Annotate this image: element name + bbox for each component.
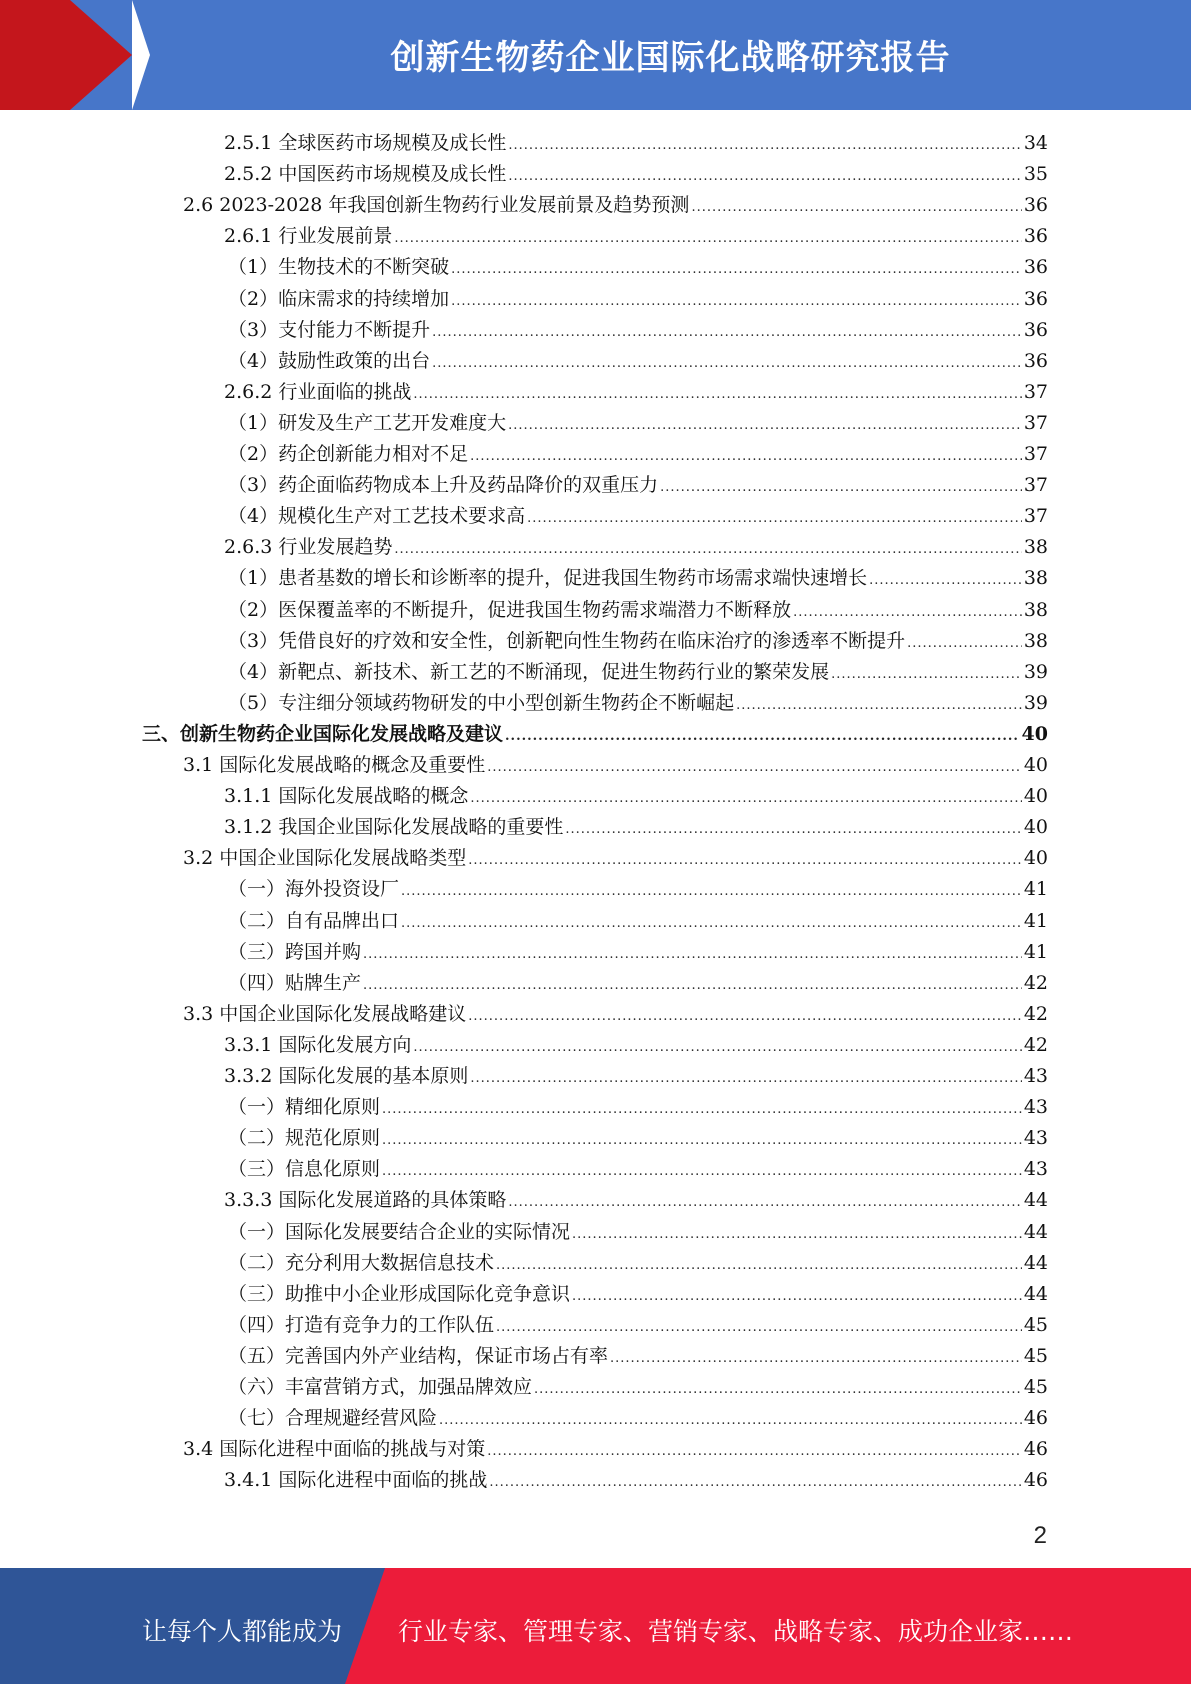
- toc-row[interactable]: [228, 346, 1048, 377]
- toc-entry-page: 38: [1023, 598, 1048, 621]
- toc-leader-dots: [382, 1125, 1022, 1156]
- toc-row[interactable]: [228, 626, 1048, 657]
- toc-leader-dots: [487, 752, 1022, 783]
- toc-row[interactable]: [224, 377, 1048, 408]
- toc-entry-label: （1）患者基数的增长和诊断率的提升，促进我国生物药市场需求端快速增长: [228, 567, 868, 590]
- toc-leader-dots: [572, 1219, 1022, 1250]
- toc-entry-label: 3.4 国际化进程中面临的挑战与对策: [183, 1438, 486, 1461]
- toc-entry-label: （六）丰富营销方式，加强品牌效应: [228, 1376, 533, 1398]
- toc-entry-label: 2.6.1 行业发展前景: [224, 225, 393, 248]
- toc-entry-page: 37: [1023, 411, 1048, 434]
- toc-entry-page: 38: [1023, 536, 1048, 559]
- toc-leader-dots: [508, 410, 1022, 441]
- toc-entry-label: （三）跨国并购: [228, 940, 362, 963]
- toc-row[interactable]: [224, 128, 1048, 159]
- toc-row[interactable]: [228, 657, 1048, 688]
- toc-entry-page: 44: [1023, 1251, 1048, 1274]
- toc-entry-label: （2）药企创新能力相对不足: [228, 443, 469, 465]
- toc-entry-label: 3.3.2 国际化发展的基本原则: [224, 1065, 469, 1087]
- toc-entry-label: 三、创新生物药企业国际化发展战略及建议: [142, 722, 504, 745]
- toc-leader-dots: [508, 1187, 1021, 1218]
- footer-slogan-left: 让每个人都能成为: [142, 1617, 343, 1646]
- toc-entry-page: 46: [1023, 1407, 1048, 1430]
- toc-row[interactable]: [224, 1030, 1048, 1061]
- toc-entry-page: 46: [1023, 1469, 1048, 1492]
- toc-entry-label: （4）鼓励性政策的出台: [228, 349, 431, 372]
- toc-leader-dots: [831, 659, 1022, 690]
- toc-row[interactable]: [228, 1372, 1048, 1403]
- toc-row[interactable]: [183, 750, 1048, 781]
- toc-row[interactable]: [224, 812, 1048, 843]
- toc-row[interactable]: [228, 968, 1048, 999]
- toc-row[interactable]: [228, 563, 1048, 594]
- toc-entry-page: 41: [1023, 878, 1048, 901]
- toc-row[interactable]: [183, 843, 1048, 874]
- toc-entry-page: 44: [1023, 1282, 1048, 1305]
- toc-row[interactable]: [228, 1092, 1048, 1123]
- page-footer: [0, 1568, 1191, 1684]
- toc-leader-dots: [534, 1374, 1022, 1405]
- toc-entry-label: （二）充分利用大数据信息技术: [228, 1251, 495, 1274]
- toc-row[interactable]: [228, 284, 1048, 315]
- toc-row[interactable]: [228, 906, 1048, 937]
- toc-entry-page: 42: [1023, 971, 1048, 994]
- toc-row[interactable]: [183, 999, 1048, 1030]
- toc-row[interactable]: [228, 1341, 1048, 1372]
- toc-row[interactable]: [224, 1465, 1048, 1496]
- toc-entry-page: 39: [1023, 691, 1048, 714]
- toc-row[interactable]: [224, 1185, 1048, 1216]
- toc-row[interactable]: [228, 1279, 1048, 1310]
- toc-row[interactable]: [224, 532, 1048, 563]
- toc-entry-page: 36: [1023, 256, 1048, 279]
- toc-leader-dots: [468, 845, 1022, 876]
- toc-row[interactable]: [228, 470, 1048, 501]
- toc-entry-page: 36: [1023, 318, 1048, 341]
- toc-row[interactable]: [228, 1248, 1048, 1279]
- toc-row[interactable]: [183, 190, 1048, 221]
- toc-leader-dots: [527, 503, 1022, 534]
- toc-leader-dots: [660, 472, 1022, 503]
- toc-entry-label: （3）药企面临药物成本上升及药品降价的双重压力: [228, 474, 659, 497]
- toc-entry-page: 37: [1023, 443, 1048, 465]
- toc-entry-page: 43: [1023, 1065, 1048, 1087]
- toc-leader-dots: [508, 161, 1021, 192]
- toc-entry-label: 2.6.2 行业面临的挑战: [224, 380, 412, 403]
- toc-entry-page: 45: [1023, 1344, 1048, 1367]
- toc-leader-dots: [565, 814, 1021, 845]
- toc-entry-page: 43: [1023, 1127, 1048, 1150]
- toc-leader-dots: [382, 1156, 1022, 1187]
- toc-entry-page: 36: [1023, 349, 1048, 372]
- toc-leader-dots: [413, 1032, 1021, 1063]
- toc-leader-dots: [363, 970, 1022, 1001]
- toc-leader-dots: [394, 534, 1021, 565]
- toc-entry-page: 38: [1023, 567, 1048, 590]
- toc-row[interactable]: [224, 781, 1048, 812]
- toc-leader-dots: [869, 565, 1022, 596]
- toc-entry-page: 45: [1023, 1313, 1048, 1336]
- toc-entry-label: （1）研发及生产工艺开发难度大: [228, 411, 507, 434]
- toc-entry-page: 40: [1023, 847, 1048, 870]
- toc-leader-dots: [432, 317, 1022, 348]
- toc-leader-dots: [394, 223, 1021, 254]
- toc-entry-label: （二）规范化原则: [228, 1127, 381, 1150]
- toc-row[interactable]: [228, 501, 1048, 532]
- page-header: [0, 0, 1191, 110]
- toc-leader-dots: [505, 721, 1020, 752]
- toc-leader-dots: [470, 1063, 1021, 1094]
- toc-row[interactable]: [228, 439, 1048, 470]
- toc-entry-page: 34: [1023, 132, 1048, 154]
- toc-entry-label: （四）打造有竞争力的工作队伍: [228, 1313, 495, 1336]
- toc-row[interactable]: [228, 1403, 1048, 1434]
- toc-entry-page: 43: [1023, 1096, 1048, 1119]
- toc-entry-page: 40: [1023, 754, 1048, 776]
- toc-row[interactable]: [228, 688, 1048, 719]
- header-chevron-icon: [132, 0, 150, 110]
- toc-entry-page: 36: [1023, 225, 1048, 248]
- toc-entry-page: 40: [1021, 722, 1048, 745]
- toc-entry-label: （2）临床需求的持续增加: [228, 287, 450, 310]
- toc-entry-page: 43: [1023, 1158, 1048, 1181]
- toc-entry-label: （5）专注细分领域药物研发的中小型创新生物药企不断崛起: [228, 691, 735, 714]
- toc-leader-dots: [470, 783, 1021, 814]
- toc-entry-label: （2）医保覆盖率的不断提升，促进我国生物药需求端潜力不断释放: [228, 598, 792, 621]
- toc-entry-label: （七）合理规避经营风险: [228, 1407, 438, 1430]
- toc-entry-label: 2.5.2 中国医药市场规模及成长性: [224, 163, 507, 186]
- toc-entry-page: 39: [1023, 660, 1048, 683]
- toc-entry-label: （三）助推中小企业形成国际化竞争意识: [228, 1282, 571, 1305]
- toc-entry-label: （五）完善国内外产业结构，保证市场占有率: [228, 1344, 609, 1367]
- toc-leader-dots: [413, 379, 1021, 410]
- toc-row[interactable]: [142, 719, 1048, 750]
- toc-row[interactable]: [228, 315, 1048, 346]
- toc-entry-label: （4）规模化生产对工艺技术要求高: [228, 505, 526, 528]
- toc-row[interactable]: [224, 221, 1048, 252]
- toc-entry-page: 40: [1023, 816, 1048, 839]
- toc-row[interactable]: [228, 1217, 1048, 1248]
- toc-entry-label: 2.6.3 行业发展趋势: [224, 536, 393, 559]
- toc-entry-page: 37: [1023, 380, 1048, 403]
- toc-entry-page: 38: [1023, 629, 1048, 652]
- toc-row[interactable]: [228, 1154, 1048, 1185]
- toc-entry-page: 37: [1023, 474, 1048, 497]
- toc-leader-dots: [508, 130, 1021, 161]
- toc-leader-dots: [489, 1467, 1021, 1498]
- toc-leader-dots: [691, 192, 1021, 223]
- toc-leader-dots: [496, 1250, 1022, 1281]
- toc-leader-dots: [736, 690, 1022, 721]
- toc-entry-page: 36: [1023, 287, 1048, 310]
- toc-leader-dots: [487, 1436, 1022, 1467]
- toc-entry-page: 46: [1023, 1438, 1048, 1461]
- toc-entry-label: 3.3.3 国际化发展道路的具体策略: [224, 1189, 507, 1212]
- toc-entry-page: 44: [1023, 1220, 1048, 1243]
- toc-row[interactable]: [224, 1061, 1048, 1092]
- toc-entry-label: （1）生物技术的不断突破: [228, 256, 450, 279]
- toc-leader-dots: [496, 1312, 1022, 1343]
- toc-row[interactable]: [224, 159, 1048, 190]
- toc-row[interactable]: [228, 1310, 1048, 1341]
- toc-leader-dots: [572, 1281, 1022, 1312]
- toc-entry-page: 36: [1023, 194, 1048, 217]
- toc-entry-label: （一）海外投资设厂: [228, 878, 400, 901]
- page-number: 2: [1033, 1522, 1047, 1549]
- toc-leader-dots: [382, 1094, 1022, 1125]
- toc-row[interactable]: [228, 874, 1048, 905]
- toc-entry-label: （一）国际化发展要结合企业的实际情况: [228, 1220, 571, 1243]
- toc-entry-page: 41: [1023, 909, 1048, 932]
- toc-leader-dots: [468, 1001, 1022, 1032]
- toc-entry-label: 3.1.1 国际化发展战略的概念: [224, 785, 469, 808]
- toc-row[interactable]: [228, 595, 1048, 626]
- toc-entry-page: 41: [1023, 940, 1048, 963]
- toc-entry-label: 3.1 国际化发展战略的概念及重要性: [183, 754, 486, 776]
- toc-entry-page: 44: [1023, 1189, 1048, 1212]
- toc-row[interactable]: [228, 408, 1048, 439]
- toc-entry-label: （一）精细化原则: [228, 1096, 381, 1119]
- toc-row[interactable]: [228, 1123, 1048, 1154]
- toc-leader-dots: [793, 597, 1022, 628]
- toc-leader-dots: [432, 348, 1022, 379]
- toc-leader-dots: [470, 441, 1022, 472]
- toc-entry-label: 3.1.2 我国企业国际化发展战略的重要性: [224, 816, 564, 839]
- footer-slogan-right: 行业专家、管理专家、营销专家、战略专家、成功企业家……: [398, 1617, 1074, 1646]
- toc-entry-label: （三）信息化原则: [228, 1158, 381, 1181]
- toc-leader-dots: [907, 628, 1022, 659]
- toc-entry-label: （四）贴牌生产: [228, 971, 362, 994]
- toc-entry-label: （3）凭借良好的疗效和安全性，创新靶向性生物药在临床治疗的渗透率不断提升: [228, 629, 906, 652]
- header-red-block: [0, 0, 70, 110]
- toc-leader-dots: [451, 254, 1022, 285]
- toc-entry-label: 3.4.1 国际化进程中面临的挑战: [224, 1469, 488, 1492]
- toc-leader-dots: [363, 939, 1022, 970]
- header-arrow-icon: [70, 0, 132, 110]
- report-title: 创新生物药企业国际化战略研究报告: [390, 38, 951, 78]
- toc-entry-page: 35: [1023, 163, 1048, 186]
- toc-leader-dots: [401, 908, 1022, 939]
- toc-entry-label: 3.2 中国企业国际化发展战略类型: [183, 847, 467, 870]
- toc-leader-dots: [401, 876, 1022, 907]
- toc-entry-label: 3.3 中国企业国际化发展战略建议: [183, 1002, 467, 1025]
- toc-entry-page: 42: [1023, 1033, 1048, 1056]
- toc-leader-dots: [439, 1405, 1022, 1436]
- toc-leader-dots: [451, 286, 1022, 317]
- toc-entry-page: 45: [1023, 1376, 1048, 1398]
- toc-entry-page: 40: [1023, 785, 1048, 808]
- toc-row[interactable]: [228, 937, 1048, 968]
- toc-entry-label: （3）支付能力不断提升: [228, 318, 431, 341]
- toc-row[interactable]: [228, 252, 1048, 283]
- toc-entry-label: 2.6 2023-2028 年我国创新生物药行业发展前景及趋势预测: [183, 194, 690, 217]
- toc-entry-page: 37: [1023, 505, 1048, 528]
- toc-entry-label: 2.5.1 全球医药市场规模及成长性: [224, 132, 507, 154]
- toc-leader-dots: [610, 1343, 1022, 1374]
- toc-row[interactable]: [183, 1434, 1048, 1465]
- toc-entry-label: 3.3.1 国际化发展方向: [224, 1033, 412, 1056]
- toc-entry-page: 42: [1023, 1002, 1048, 1025]
- toc-entry-label: （4）新靶点、新技术、新工艺的不断涌现，促进生物药行业的繁荣发展: [228, 660, 830, 683]
- toc-entry-label: （二）自有品牌出口: [228, 909, 400, 932]
